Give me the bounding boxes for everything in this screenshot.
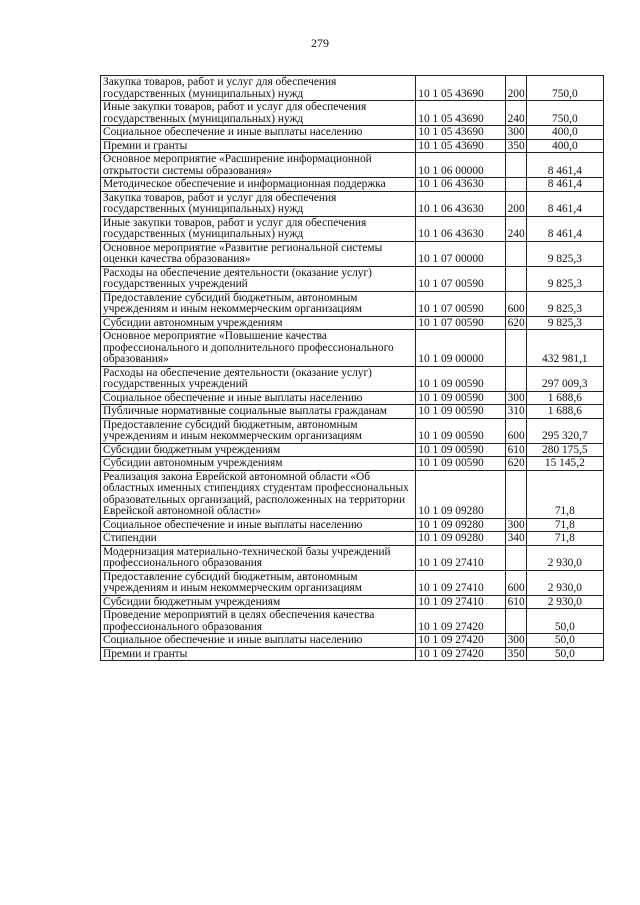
expense-type-code-cell — [505, 330, 526, 367]
expense-type-code-cell — [505, 609, 526, 634]
amount-cell: 50,0 — [526, 647, 603, 661]
amount-cell: 71,8 — [526, 470, 603, 518]
amount-cell: 50,0 — [526, 609, 603, 634]
expense-type-code-cell — [505, 178, 526, 192]
table-row — [101, 126, 604, 140]
target-article-code-cell: 10 1 05 43690 — [416, 139, 505, 153]
table-row — [101, 291, 604, 316]
expense-name-cell: Премии и гранты — [101, 139, 416, 153]
table-row — [101, 241, 604, 266]
expense-name-cell: Предоставление субсидий бюджетным, автономным учреждениям и иным некоммерческим организациям — [101, 570, 416, 595]
expense-name-cell: Реализация закона Еврейской автономной области «Об областных именных стипендиях студентам профессиональных образовательных организаций, расположенных на территории Еврейской автономной области» — [101, 470, 416, 518]
table-row — [101, 405, 604, 419]
expense-name-cell: Субсидии автономным учреждениям — [101, 457, 416, 471]
amount-cell: 400,0 — [526, 139, 603, 153]
amount-cell: 8 461,4 — [526, 153, 603, 178]
amount-cell: 432 981,1 — [526, 330, 603, 367]
amount-cell: 297 009,3 — [526, 366, 603, 391]
expense-name-cell: Субсидии автономным учреждениям — [101, 316, 416, 330]
table-row — [101, 216, 604, 241]
expense-name-cell: Модернизация материально-технической базы учреждений профессионального образования — [101, 545, 416, 570]
amount-cell: 8 461,4 — [526, 216, 603, 241]
table-row — [101, 391, 604, 405]
expense-type-code-cell: 600 — [505, 570, 526, 595]
target-article-code-cell: 10 1 09 00590 — [416, 366, 505, 391]
amount-cell: 8 461,4 — [526, 191, 603, 216]
expense-type-code-cell: 300 — [505, 634, 526, 648]
expense-name-cell: Социальное обеспечение и иные выплаты населению — [101, 518, 416, 532]
table-row — [101, 139, 604, 153]
target-article-code-cell: 10 1 09 09280 — [416, 532, 505, 546]
amount-cell: 71,8 — [526, 518, 603, 532]
expense-type-code-cell: 610 — [505, 443, 526, 457]
amount-cell: 9 825,3 — [526, 291, 603, 316]
amount-cell: 8 461,4 — [526, 178, 603, 192]
table-row — [101, 532, 604, 546]
target-article-code-cell: 10 1 09 27420 — [416, 647, 505, 661]
expense-type-code-cell: 350 — [505, 139, 526, 153]
table-row — [101, 153, 604, 178]
table-row — [101, 570, 604, 595]
budget-table-body — [101, 76, 604, 661]
target-article-code-cell: 10 1 09 00590 — [416, 391, 505, 405]
expense-name-cell: Проведение мероприятий в целях обеспечения качества профессионального образования — [101, 609, 416, 634]
expense-type-code-cell — [505, 266, 526, 291]
expense-type-code-cell: 340 — [505, 532, 526, 546]
expense-name-cell: Закупка товаров, работ и услуг для обеспечения государственных (муниципальных) нужд — [101, 191, 416, 216]
target-article-code-cell: 10 1 07 00590 — [416, 316, 505, 330]
amount-cell: 50,0 — [526, 634, 603, 648]
expense-name-cell: Основное мероприятие «Развитие региональной системы оценки качества образования» — [101, 241, 416, 266]
expense-name-cell: Предоставление субсидий бюджетным, автономным учреждениям и иным некоммерческим организациям — [101, 291, 416, 316]
expense-name-cell: Социальное обеспечение и иные выплаты населению — [101, 126, 416, 140]
amount-cell: 2 930,0 — [526, 545, 603, 570]
amount-cell: 280 175,5 — [526, 443, 603, 457]
expense-type-code-cell: 300 — [505, 518, 526, 532]
expense-type-code-cell — [505, 545, 526, 570]
target-article-code-cell: 10 1 09 00000 — [416, 330, 505, 367]
expense-name-cell: Субсидии бюджетным учреждениям — [101, 443, 416, 457]
amount-cell: 750,0 — [526, 76, 603, 101]
expense-type-code-cell — [505, 241, 526, 266]
expense-name-cell: Социальное обеспечение и иные выплаты населению — [101, 634, 416, 648]
expense-type-code-cell: 600 — [505, 291, 526, 316]
amount-cell: 9 825,3 — [526, 316, 603, 330]
target-article-code-cell: 10 1 06 43630 — [416, 216, 505, 241]
expense-type-code-cell: 300 — [505, 126, 526, 140]
expense-name-cell: Основное мероприятие «Повышение качества профессионального и дополнительного профессионального образования» — [101, 330, 416, 367]
table-row — [101, 366, 604, 391]
amount-cell: 400,0 — [526, 126, 603, 140]
table-row — [101, 76, 604, 101]
table-row — [101, 457, 604, 471]
table-row — [101, 518, 604, 532]
table-row — [101, 545, 604, 570]
table-row — [101, 101, 604, 126]
table-row — [101, 634, 604, 648]
target-article-code-cell: 10 1 09 27410 — [416, 570, 505, 595]
expense-type-code-cell: 610 — [505, 595, 526, 609]
expense-name-cell: Расходы на обеспечение деятельности (оказание услуг) государственных учреждений — [101, 366, 416, 391]
expense-type-code-cell: 200 — [505, 191, 526, 216]
expense-name-cell: Иные закупки товаров, работ и услуг для обеспечения государственных (муниципальных) нужд — [101, 101, 416, 126]
amount-cell: 9 825,3 — [526, 266, 603, 291]
target-article-code-cell: 10 1 09 27410 — [416, 545, 505, 570]
table-row — [101, 418, 604, 443]
table-row — [101, 266, 604, 291]
expense-type-code-cell: 300 — [505, 391, 526, 405]
table-row — [101, 178, 604, 192]
target-article-code-cell: 10 1 06 00000 — [416, 153, 505, 178]
expense-name-cell: Методическое обеспечение и информационная поддержка — [101, 178, 416, 192]
amount-cell: 295 320,7 — [526, 418, 603, 443]
target-article-code-cell: 10 1 09 00590 — [416, 457, 505, 471]
target-article-code-cell: 10 1 05 43690 — [416, 126, 505, 140]
target-article-code-cell: 10 1 07 00590 — [416, 266, 505, 291]
table-row — [101, 443, 604, 457]
expense-name-cell: Социальное обеспечение и иные выплаты населению — [101, 391, 416, 405]
target-article-code-cell: 10 1 09 00590 — [416, 443, 505, 457]
amount-cell: 1 688,6 — [526, 391, 603, 405]
amount-cell: 2 930,0 — [526, 570, 603, 595]
expense-type-code-cell: 240 — [505, 216, 526, 241]
table-row — [101, 647, 604, 661]
target-article-code-cell: 10 1 09 09280 — [416, 518, 505, 532]
amount-cell: 750,0 — [526, 101, 603, 126]
target-article-code-cell: 10 1 09 00590 — [416, 405, 505, 419]
table-row — [101, 609, 604, 634]
expense-type-code-cell: 200 — [505, 76, 526, 101]
table-row — [101, 330, 604, 367]
expense-name-cell: Закупка товаров, работ и услуг для обеспечения государственных (муниципальных) нужд — [101, 76, 416, 101]
table-row — [101, 191, 604, 216]
expense-name-cell: Субсидии бюджетным учреждениям — [101, 595, 416, 609]
expense-type-code-cell: 600 — [505, 418, 526, 443]
table-row — [101, 316, 604, 330]
target-article-code-cell: 10 1 05 43690 — [416, 76, 505, 101]
amount-cell: 1 688,6 — [526, 405, 603, 419]
amount-cell: 2 930,0 — [526, 595, 603, 609]
target-article-code-cell: 10 1 07 00000 — [416, 241, 505, 266]
expense-name-cell: Расходы на обеспечение деятельности (оказание услуг) государственных учреждений — [101, 266, 416, 291]
amount-cell: 71,8 — [526, 532, 603, 546]
target-article-code-cell: 10 1 06 43630 — [416, 178, 505, 192]
expense-type-code-cell — [505, 470, 526, 518]
target-article-code-cell: 10 1 09 27410 — [416, 595, 505, 609]
table-row — [101, 595, 604, 609]
target-article-code-cell: 10 1 07 00590 — [416, 291, 505, 316]
amount-cell: 9 825,3 — [526, 241, 603, 266]
expense-name-cell: Публичные нормативные социальные выплаты гражданам — [101, 405, 416, 419]
expense-name-cell: Премии и гранты — [101, 647, 416, 661]
expense-type-code-cell — [505, 366, 526, 391]
expense-name-cell: Предоставление субсидий бюджетным, автономным учреждениям и иным некоммерческим организациям — [101, 418, 416, 443]
target-article-code-cell: 10 1 09 09280 — [416, 470, 505, 518]
target-article-code-cell: 10 1 09 00590 — [416, 418, 505, 443]
target-article-code-cell: 10 1 06 43630 — [416, 191, 505, 216]
expense-name-cell: Стипендии — [101, 532, 416, 546]
expense-type-code-cell: 620 — [505, 316, 526, 330]
expense-type-code-cell: 620 — [505, 457, 526, 471]
target-article-code-cell: 10 1 05 43690 — [416, 101, 505, 126]
expense-type-code-cell — [505, 153, 526, 178]
expense-type-code-cell: 240 — [505, 101, 526, 126]
amount-cell: 15 145,2 — [526, 457, 603, 471]
target-article-code-cell: 10 1 09 27420 — [416, 609, 505, 634]
expense-name-cell: Иные закупки товаров, работ и услуг для обеспечения государственных (муниципальных) нужд — [101, 216, 416, 241]
page-number: 279 — [311, 36, 329, 50]
table-row — [101, 470, 604, 518]
budget-table — [100, 75, 604, 661]
expense-name-cell: Основное мероприятие «Расширение информационной открытости системы образования» — [101, 153, 416, 178]
expense-type-code-cell: 310 — [505, 405, 526, 419]
target-article-code-cell: 10 1 09 27420 — [416, 634, 505, 648]
expense-type-code-cell: 350 — [505, 647, 526, 661]
